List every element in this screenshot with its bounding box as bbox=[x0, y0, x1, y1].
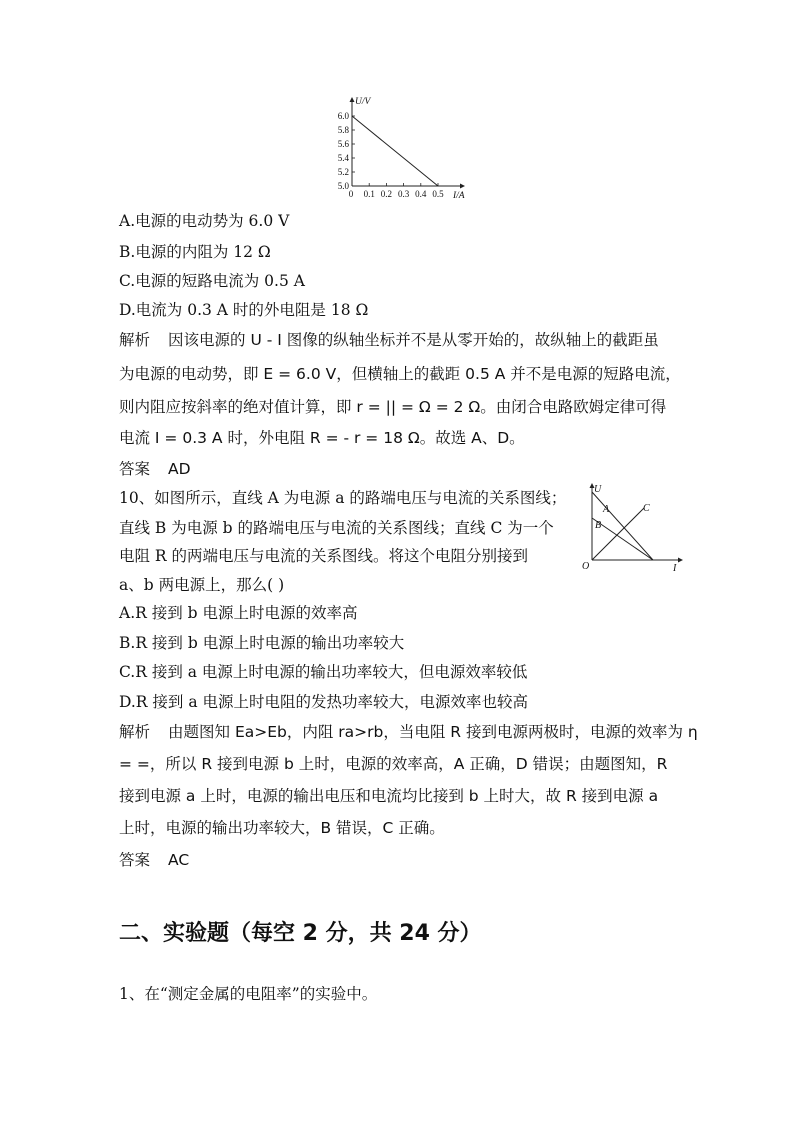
q10-answer: AC bbox=[168, 851, 190, 869]
q9-analysis-line-3: 则内阻应按斜率的绝对值计算，即 r = || = Ω = 2 Ω。由闭合电路欧姆定律可得 bbox=[119, 398, 667, 416]
line-c bbox=[592, 508, 644, 560]
y-axis-label: U/V bbox=[355, 97, 371, 107]
q9-analysis-line-1 bbox=[119, 330, 659, 350]
q9-analysis-line-4: 电流 I = 0.3 A 时，外电阻 R = - r = 18 Ω。故选 A、D。 bbox=[119, 429, 525, 447]
label-b: B bbox=[595, 520, 602, 531]
experiment-question-1: 1、在“测定金属的电阻率”的实验中。 bbox=[119, 985, 378, 1003]
y-tick-label: 5.6 bbox=[337, 139, 349, 149]
q10-answer-line bbox=[119, 850, 189, 870]
x-tick-label: 0.5 bbox=[432, 189, 444, 199]
label-c: C bbox=[643, 503, 650, 514]
q9-analysis-text-1: 因该电源的 U - I 图像的纵轴坐标并不是从零开始的，故纵轴上的截距虽 bbox=[168, 331, 659, 349]
q10-stem-line-4: a、b 两电源上，那么( ) bbox=[119, 576, 285, 594]
y-tick-label: 5.8 bbox=[337, 125, 349, 135]
line-b bbox=[592, 518, 653, 560]
x-tick-label: 0.1 bbox=[363, 189, 375, 199]
q10-option-d: D.R 接到 a 电源上时电阻的发热功率较大，电源效率也较高 bbox=[119, 693, 528, 711]
q9-option-b: B.电源的内阻为 12 Ω bbox=[119, 243, 271, 261]
q10-answer-label: 答案 bbox=[119, 851, 151, 869]
series-line bbox=[352, 116, 438, 186]
x-tick-label: 0.4 bbox=[415, 189, 427, 199]
y-tick-label: 6.0 bbox=[337, 111, 349, 121]
q9-answer-line bbox=[119, 459, 191, 479]
q9-option-d: D.电流为 0.3 A 时的外电阻是 18 Ω bbox=[119, 301, 369, 319]
label-i: I bbox=[673, 563, 677, 574]
x-tick-label: 0 bbox=[348, 189, 354, 199]
q9-option-c: C.电源的短路电流为 0.5 A bbox=[119, 272, 305, 290]
q10-analysis-line-3: 接到电源 a 上时，电源的输出电压和电流均比接到 b 上时大，故 R 接到电源 a bbox=[119, 787, 659, 805]
q9-answer-label: 答案 bbox=[119, 460, 151, 478]
q10-option-b: B.R 接到 b 电源上时电源的输出功率较大 bbox=[119, 634, 405, 652]
y-axis-arrow bbox=[350, 97, 355, 102]
y-tick-label: 5.4 bbox=[337, 153, 349, 163]
x-axis-label: I/A bbox=[453, 191, 465, 201]
section-title: 二、实验题（每空 2 分，共 24 分） bbox=[119, 921, 482, 946]
y-tick-label: 5.2 bbox=[337, 167, 349, 177]
q10-jiexi-label: 解析 bbox=[119, 723, 151, 741]
q10-figure bbox=[578, 480, 683, 575]
x-axis-arrow bbox=[460, 184, 465, 189]
q9-analysis-line-2: 为电源的电动势，即 E = 6.0 V，但横轴上的截距 0.5 A 并不是电源的短路电流， bbox=[119, 365, 681, 383]
q10-stem-line-2: 直线 B 为电源 b 的路端电压与电流的关系图线；直线 C 为一个 bbox=[119, 519, 554, 537]
q10-option-c: C.R 接到 a 电源上时电源的输出功率较大，但电源效率较低 bbox=[119, 663, 528, 681]
q9-answer: AD bbox=[168, 460, 191, 478]
q9-jiexi-label: 解析 bbox=[119, 331, 151, 349]
i-axis-arrow bbox=[678, 558, 683, 563]
label-a: A bbox=[603, 504, 610, 515]
x-tick-label: 0.2 bbox=[380, 189, 393, 199]
y-tick-label: 5.0 bbox=[337, 181, 349, 191]
x-tick-label: 0.3 bbox=[397, 189, 410, 199]
label-o: O bbox=[582, 561, 590, 572]
q10-analysis-line-1 bbox=[119, 722, 698, 742]
q10-analysis-line-4: 上时，电源的输出功率较大，B 错误，C 正确。 bbox=[119, 819, 445, 837]
q10-option-a: A.R 接到 b 电源上时电源的效率高 bbox=[119, 604, 358, 622]
label-u: U bbox=[594, 484, 602, 495]
q9-option-a: A.电源的电动势为 6.0 V bbox=[119, 212, 290, 230]
q10-analysis-text-1: 由题图知 Ea>Eb，内阻 ra>rb，当电阻 R 接到电源两极时，电源的效率为 η bbox=[168, 723, 698, 741]
ui-graph bbox=[328, 94, 478, 204]
q10-stem-line-3: 电阻 R 的两端电压与电流的关系图线。将这个电阻分别接到 bbox=[119, 547, 529, 565]
q10-stem-line-1: 10、如图所示，直线 A 为电源 a 的路端电压与电流的关系图线； bbox=[119, 489, 567, 507]
q10-analysis-line-2: = =，所以 R 接到电源 b 上时，电源的效率高，A 正确，D 错误；由题图知，R bbox=[119, 755, 668, 773]
